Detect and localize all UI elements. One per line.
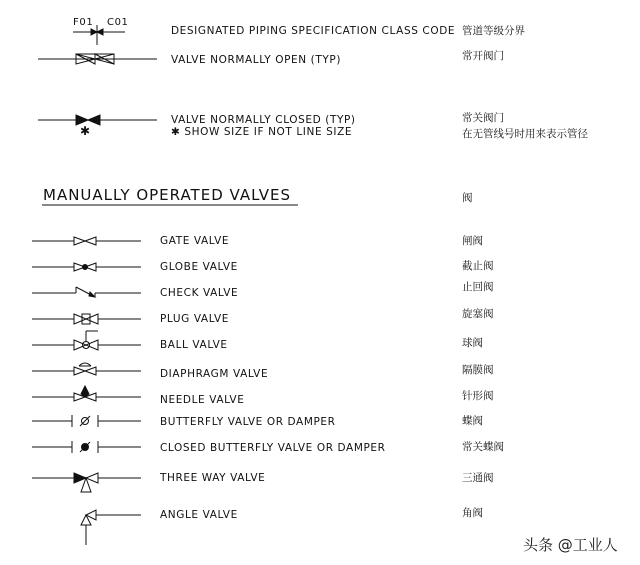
- valve-label: ANGLE VALVE: [160, 509, 238, 521]
- valve-label-cn: 旋塞阀: [462, 308, 494, 320]
- plug-valve-icon: [32, 314, 141, 324]
- valve-label-cn: 隔膜阀: [462, 364, 494, 376]
- valve-label-cn: 闸阀: [462, 235, 483, 247]
- valve-label: BALL VALVE: [160, 339, 228, 351]
- valve-label-cn: 球阀: [462, 337, 483, 349]
- valve-label: GLOBE VALVE: [160, 261, 238, 273]
- check-valve-icon: [32, 287, 141, 297]
- section-title-cn: 阀: [462, 192, 473, 204]
- row-label-cn: 管道等级分界: [462, 25, 525, 37]
- valve-label: DIAPHRAGM VALVE: [160, 368, 269, 380]
- valve-label: GATE VALVE: [160, 235, 230, 247]
- row-label-cn: 常关阀门: [462, 112, 504, 124]
- ball-valve-icon: [32, 331, 141, 350]
- row-label: DESIGNATED PIPING SPECIFICATION CLASS CODE: [171, 25, 456, 37]
- valve-label-cn: 常关蝶阀: [462, 441, 504, 453]
- valve-label: BUTTERFLY VALVE OR DAMPER: [160, 416, 336, 428]
- valve-label-cn: 角阀: [462, 507, 483, 519]
- valve-label-cn: 针形阀: [462, 390, 494, 402]
- spec-code-right: C01: [107, 17, 129, 28]
- valve-label: PLUG VALVE: [160, 313, 230, 325]
- angle-valve-icon: [81, 510, 141, 545]
- valve-closed-icon: [38, 115, 157, 125]
- row-note: ✱ SHOW SIZE IF NOT LINE SIZE: [171, 126, 353, 138]
- row-note-cn: 在无管线号时用来表示管径: [462, 128, 588, 140]
- row-label: VALVE NORMALLY CLOSED (TYP): [171, 114, 356, 126]
- gate-valve-icon: [32, 237, 141, 245]
- valve-label-cn: 止回阀: [462, 281, 494, 293]
- diaphragm-valve-icon: [32, 363, 141, 375]
- valve-label-cn: 蝶阀: [462, 415, 483, 427]
- valve-label: NEEDLE VALVE: [160, 394, 245, 406]
- watermark: 头条 @工业人: [523, 536, 618, 554]
- three-way-valve-icon: [32, 473, 141, 492]
- butterfly-valve-icon: [32, 415, 141, 427]
- valve-label-cn: 截止阀: [462, 260, 494, 272]
- section-title: MANUALLY OPERATED VALVES: [43, 186, 292, 204]
- valve-label: CLOSED BUTTERFLY VALVE OR DAMPER: [160, 442, 386, 454]
- row-label: VALVE NORMALLY OPEN (TYP): [171, 54, 342, 66]
- globe-valve-icon: [32, 263, 141, 271]
- valve-label-cn: 三通阀: [462, 472, 494, 484]
- valve-label: CHECK VALVE: [160, 287, 239, 299]
- row-label-cn: 常开阀门: [462, 50, 504, 62]
- closed-butterfly-valve-icon: [32, 441, 141, 453]
- needle-valve-icon: [32, 386, 141, 401]
- valve-label: THREE WAY VALVE: [160, 472, 266, 484]
- spec-code-left: F01: [73, 17, 94, 28]
- size-asterisk: ✱: [80, 124, 91, 138]
